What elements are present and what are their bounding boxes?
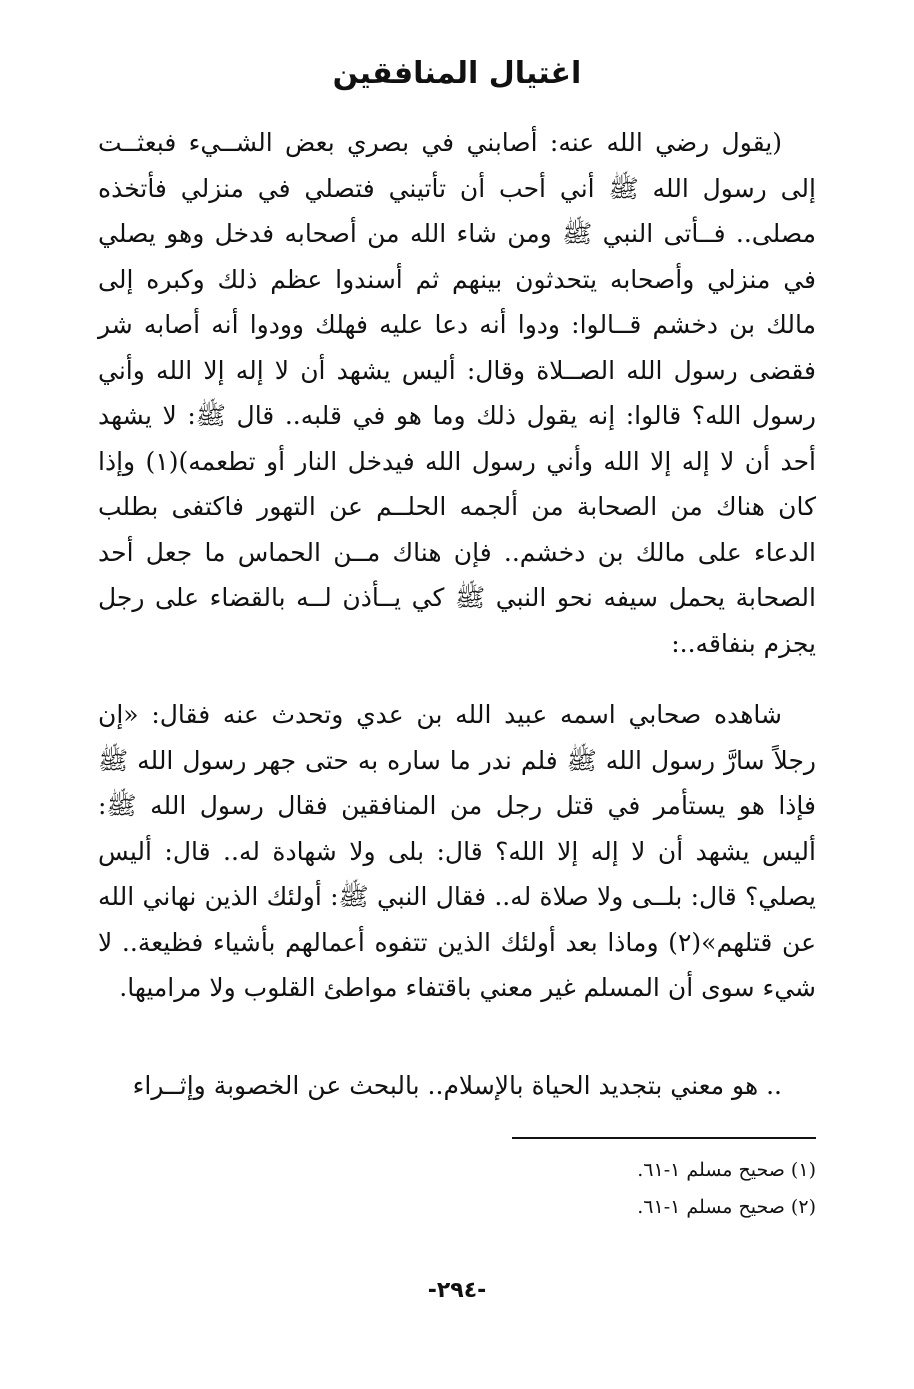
paragraph-1 <box>98 120 816 666</box>
paragraph-3 <box>98 1063 816 1109</box>
paragraph-1-text: (يقول رضي الله عنه: أصابني في بصري بعض الشــيء فبعثــت إلى رسول الله ﷺ أني أحب أن تأتيني فتصلي في منزلي فأتخذه مصلى.. فــأتى النبي ﷺ ومن شاء الله من أصحابه فدخل وهو يصلي في منزلي وأصحابه يتحدثون بينهم ثم أسندوا عظم ذلك وكبره إلى مالك بن دخشم قــالوا: ودوا أنه دعا عليه فهلك وودوا أنه أصابه شر فقضى رسول الله الصــلاة وقال: أليس يشهد أن لا إله إلا الله وأني رسول الله؟ قالوا: إنه يقول ذلك وما هو في قلبه.. قال ﷺ: لا يشهد أحد أن لا إله إلا الله وأني رسول الله فيدخل النار أو تطعمه)(١) وإذا كان هناك من الصحابة من ألجمه الحلــم عن التهور فاكتفى بطلب الدعاء على مالك بن دخشم.. فإن هناك مــن الحماس ما جعل أحد الصحابة يحمل سيفه نحو النبي ﷺ كي يــأذن لــه بالقضاء على رجل يجزم بنفاقه..: <box>98 128 816 658</box>
footnote-2: (٢) صحيح مسلم ١-٦١. <box>637 1196 816 1218</box>
footnote-divider <box>512 1137 816 1139</box>
footnote-1: (١) صحيح مسلم ١-٦١. <box>637 1159 816 1181</box>
paragraph-3-text: .. هو معني بتجديد الحياة بالإسلام.. بالبحث عن الخصوبة وإثــراء <box>132 1071 782 1100</box>
paragraph-2 <box>98 692 816 1011</box>
paragraph-2-text: شاهده صحابي اسمه عبيد الله بن عدي وتحدث عنه فقال: «إن رجلاً سارَّ رسول الله ﷺ فلم ندر ما ساره به حتى جهر رسول الله ﷺ فإذا هو يستأمر في قتل رجل من المنافقين فقال رسول الله ﷺ: أليس يشهد أن لا إله إلا الله؟ قال: بلى ولا شهادة له.. قال: أليس يصلي؟ قال: بلــى ولا صلاة له.. فقال النبي ﷺ: أولئك الذين نهاني الله عن قتلهم»(٢) وماذا بعد أولئك الذين تتفوه أعمالهم بأشياء فظيعة.. لا شيء سوى أن المسلم غير معني باقتفاء مواطئ القلوب ولا مراميها. <box>98 700 816 1002</box>
chapter-title: اغتيال المنافقين <box>332 56 582 91</box>
page-number: -٢٩٤- <box>427 1278 487 1303</box>
